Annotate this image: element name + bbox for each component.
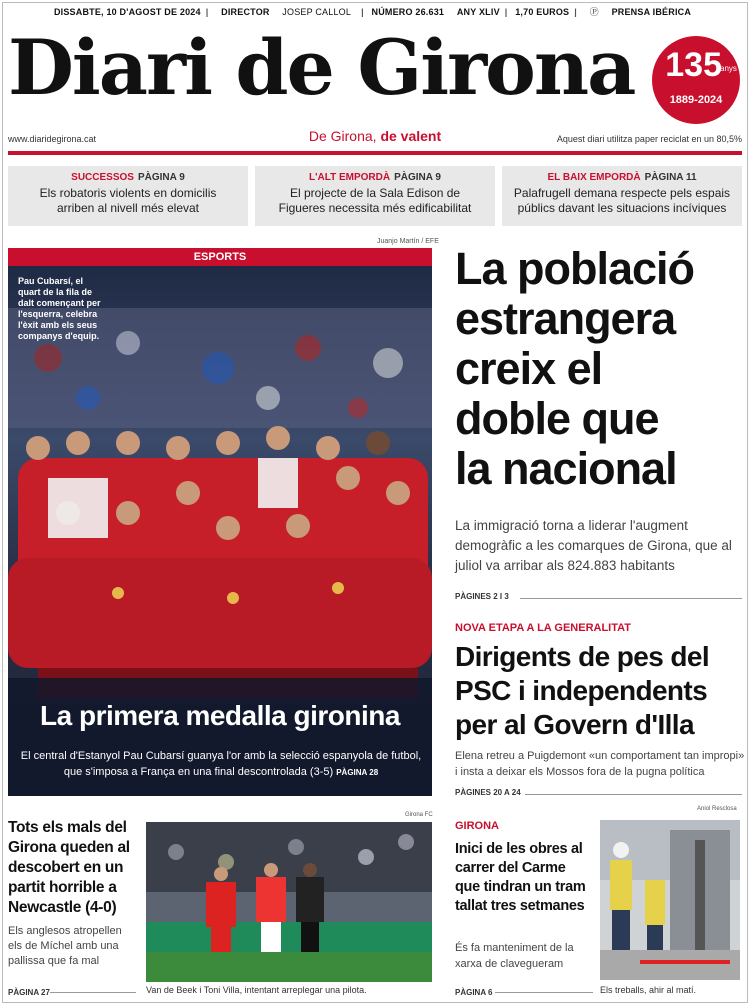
teaser-line: arriben al nivell més elevat	[56, 201, 200, 215]
politics-deck: Elena retreu a Puigdemont «un comportament tan impropi» i insta a deixar els Mossos fora de la pugna política	[455, 750, 745, 778]
badge-anys: anys	[720, 64, 737, 73]
teaser-page: PÀGINA 9	[137, 172, 185, 183]
football-photo-credit: Girona FC	[405, 812, 433, 818]
lead-headline[interactable]	[455, 244, 745, 494]
divider	[50, 992, 136, 993]
politics-headline[interactable]: Dirigents de pes del PSC i independents per al Govern d'Illa	[455, 641, 710, 740]
photo-caption: Pau Cubarsí, el quart de la fila de dalt començant per l'esquerra, celebra l'èxit amb els seus companys d'equip.	[18, 276, 101, 341]
slogan-part-2: de valent	[380, 128, 442, 144]
teaser-section: L'ALT EMPORDÀ	[309, 172, 391, 183]
masthead-divider	[8, 151, 742, 155]
roadworks-photo[interactable]	[600, 820, 740, 980]
masthead-title[interactable]: Diari de Girona	[8, 23, 635, 112]
match-photo[interactable]	[146, 822, 432, 982]
lead-headline-line: doble que	[455, 393, 659, 444]
teaser-line: Palafrugell demana respecte pels espais	[513, 186, 731, 200]
roadworks-photo-caption: Els treballs, ahir al matí.	[600, 985, 697, 995]
divider	[525, 794, 742, 795]
badge-years: 1889-2024	[669, 94, 723, 106]
teaser-successos[interactable]	[8, 166, 248, 226]
teaser-alt-emporda[interactable]	[255, 166, 495, 226]
section-label-esports[interactable]: ESPORTS	[8, 248, 432, 266]
politics-kicker: NOVA ETAPA A LA GENERALITAT	[455, 622, 631, 634]
main-headline[interactable]: La primera medalla gironina	[40, 700, 400, 731]
lead-headline-line: estrangera	[455, 293, 676, 344]
teaser-line: públics davant les situacions incíviques	[517, 201, 727, 215]
badge-number: 135	[665, 46, 722, 84]
teaser-baix-emporda[interactable]	[502, 166, 742, 226]
football-headline[interactable]: Tots els mals del Girona queden al descobert en un partit horrible a Newcastle (4-0)	[8, 819, 130, 916]
girona-deck: És fa manteniment de la xarxa de clavegueram	[455, 942, 574, 970]
girona-photo-credit: Aniol Resclosa	[697, 806, 737, 812]
main-deck	[20, 748, 422, 781]
lead-deck: La immigració torna a liderar l'augment demogràfic a les comarques de Girona, que al juliol va arribar als 824.883 habitants	[455, 518, 732, 573]
football-page: PÀGINA 27	[8, 988, 50, 997]
edition-date: DISSABTE, 10 D'AGOST DE 2024	[53, 7, 201, 17]
lead-headline-line: la nacional	[455, 443, 677, 494]
politics-pages: PÀGINES 20 A 24	[455, 788, 521, 797]
issue-price: 1,70 EUROS	[515, 7, 570, 17]
match-photo-caption: Van de Beek i Toni Villa, intentant arreplegar una pilota.	[146, 985, 367, 995]
teaser-line: Els robatoris violents en domicilis	[39, 186, 217, 200]
anniversary-badge	[652, 36, 740, 124]
recycled-paper-note: Aquest diari utilitza paper reciclat en un 80,5%	[556, 134, 742, 144]
divider	[520, 598, 742, 599]
issue-year: ANY XLIV	[456, 7, 500, 17]
lead-headline-line: La població	[455, 243, 695, 294]
girona-page: PÀGINA 6	[455, 988, 493, 997]
main-deck-text: El central d'Estanyol Pau Cubarsí guanya l'or amb la selecció espanyola de futbol, que s'imposa a França en una final descontrolada (3-5)	[20, 750, 422, 778]
teaser-section: SUCCESSOS	[71, 172, 134, 183]
teaser-page: PÀGINA 9	[394, 172, 441, 183]
girona-kicker: GIRONA	[455, 820, 499, 832]
slogan-part-1: De Girona,	[308, 128, 377, 144]
director-label: DIRECTOR	[221, 7, 270, 17]
photo-credit: Juanjo Martín / EFE	[377, 238, 439, 245]
publisher: PRENSA IBÉRICA	[611, 7, 692, 17]
main-deck-page: PÀGINA 28	[336, 768, 379, 777]
director-name: JOSEP CALLOL	[282, 7, 352, 17]
teaser-section: EL BAIX EMPORDÀ	[547, 172, 641, 183]
teaser-line: Figueres necessita més edificabilitat	[278, 201, 472, 215]
teaser-page: PÀGINA 11	[644, 172, 697, 183]
edition-info: DISSABTE, 10 D'AGOST DE 2024 | DIRECTOR JOSEP CALLOL | NÚMERO 26.631 ANY XLIV | 1,70 EUROS | Ⓟ PRENSA IBÉRICA	[0, 5, 750, 18]
lead-pages: PÀGINES 2 I 3	[455, 592, 509, 601]
website-link[interactable]: www.diaridegirona.cat	[8, 134, 97, 144]
teaser-line: El projecte de la Sala Edison de	[289, 186, 461, 200]
football-deck: Els anglesos atropellen els de Míchel amb una pallissa que fa mal	[8, 925, 122, 967]
issue-number: NÚMERO 26.631	[371, 7, 445, 17]
lead-headline-line: creix el	[455, 343, 603, 394]
divider	[495, 992, 593, 993]
girona-headline[interactable]: Inici de les obres al carrer del Carme que tindran un tram tallat tres setmanes	[455, 841, 586, 914]
